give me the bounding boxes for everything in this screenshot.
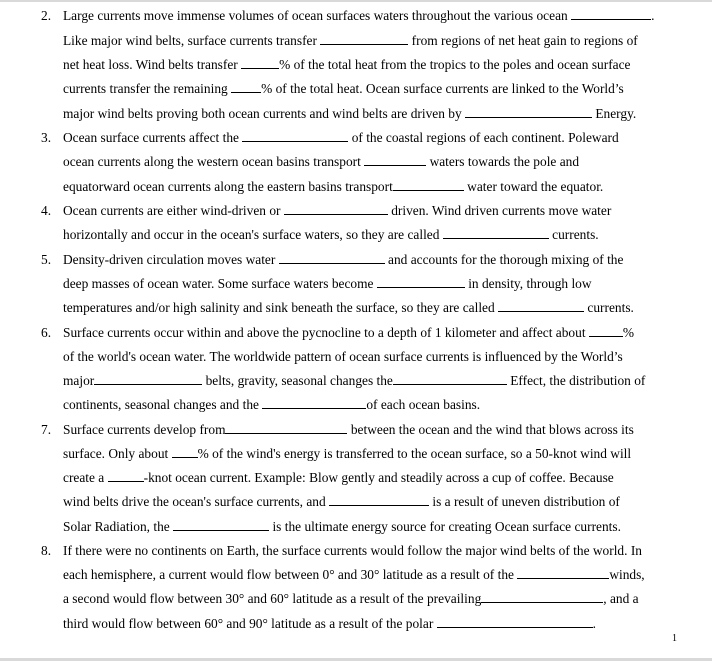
question-6-line-1: [63, 325, 634, 341]
question-4-line-2: [63, 227, 599, 243]
question-8-line-3: [63, 591, 639, 607]
question-7-line-2: [63, 446, 631, 462]
question-text: deep masses of ocean water. Some surface waters become: [63, 276, 374, 291]
question-7-line-1: [63, 422, 634, 438]
question-text: wind belts drive the ocean's surface currents, and: [63, 494, 326, 509]
answer-blank[interactable]: [173, 519, 269, 531]
question-6-line-3: [63, 373, 645, 389]
question-text: % of the wind's energy is transferred to the ocean surface, so a 50-knot wind will: [197, 446, 632, 461]
question-number: 8.: [41, 543, 52, 558]
question-text: major wind belts proving both ocean currents and wind belts are driven by: [63, 106, 462, 121]
question-text: winds,: [609, 567, 645, 582]
question-text: each hemisphere, a current would flow between 0° and 30° latitude as a result of the: [63, 567, 514, 582]
question-text: net heat loss. Wind belts transfer: [63, 57, 238, 72]
question-text: create a: [63, 470, 105, 485]
question-8-line-1: [63, 543, 642, 559]
question-text: Density-driven circulation moves water: [63, 252, 276, 267]
answer-blank[interactable]: [443, 227, 549, 239]
question-text: If there were no continents on Earth, the surface currents would follow the major wind belts of the world. In: [63, 543, 642, 558]
question-text: Solar Radiation, the: [63, 519, 170, 534]
question-text: Surface currents develop from: [63, 422, 226, 437]
question-text: of the coastal regions of each continent. Poleward: [351, 130, 619, 145]
question-2-line-3: [63, 57, 630, 73]
question-5-line-1: [63, 252, 623, 268]
answer-blank[interactable]: [465, 106, 592, 118]
answer-blank[interactable]: [498, 300, 584, 312]
answer-blank[interactable]: [279, 252, 385, 264]
question-5-line-2: [63, 276, 592, 292]
answer-blank[interactable]: [108, 470, 144, 482]
question-3-line-3: [63, 179, 603, 195]
question-text: waters towards the pole and: [429, 154, 580, 169]
question-text: %: [622, 325, 635, 340]
question-7-line-3: [63, 470, 614, 486]
question-text: of each ocean basins.: [366, 397, 481, 412]
question-text: a second would flow between 30° and 60° latitude as a result of the prevailing: [63, 591, 482, 606]
question-5-line-3: [63, 300, 634, 316]
question-text: Effect, the distribution of: [510, 373, 646, 388]
answer-blank[interactable]: [571, 8, 651, 20]
answer-blank[interactable]: [94, 373, 202, 385]
answer-blank[interactable]: [225, 422, 347, 434]
question-text: % of the total heat from the tropics to the poles and ocean surface: [279, 57, 631, 72]
question-text: Ocean surface currents affect the: [63, 130, 239, 145]
question-8-line-4: [63, 616, 596, 632]
answer-blank[interactable]: [517, 567, 609, 579]
question-7-line-4: [63, 494, 620, 510]
question-text: driven. Wind driven currents move water: [391, 203, 612, 218]
question-text: major: [63, 373, 95, 388]
question-text: .: [651, 8, 655, 23]
question-number: 3.: [41, 130, 52, 145]
question-text: Large currents move immense volumes of ocean surfaces waters throughout the various ocean: [63, 8, 568, 23]
question-text: continents, seasonal changes and the: [63, 397, 259, 412]
question-number: 4.: [41, 203, 52, 218]
question-number: 5.: [41, 252, 52, 267]
question-text: horizontally and occur in the ocean's surface waters, so they are called: [63, 227, 440, 242]
question-text: , and a: [603, 591, 639, 606]
answer-blank[interactable]: [172, 446, 198, 458]
question-text: in density, through low: [468, 276, 592, 291]
question-text: of the world's ocean water. The worldwide pattern of ocean surface currents is influenced by the World’s: [63, 349, 623, 364]
answer-blank[interactable]: [377, 276, 465, 288]
answer-blank[interactable]: [329, 494, 429, 506]
question-text: currents.: [552, 227, 599, 242]
question-8-line-2: [63, 567, 645, 583]
answer-blank[interactable]: [231, 81, 261, 93]
answer-blank[interactable]: [481, 591, 603, 603]
question-3-line-1: [63, 130, 619, 146]
question-6-line-4: [63, 397, 480, 413]
answer-blank[interactable]: [393, 373, 507, 385]
question-4-line-1: [63, 203, 611, 219]
question-text: Surface currents occur within and above the pycnocline to a depth of 1 kilometer and affect about: [63, 325, 586, 340]
question-text: currents.: [587, 300, 634, 315]
question-text: from regions of net heat gain to regions of: [411, 33, 638, 48]
question-text: ocean currents along the western ocean basins transport: [63, 154, 361, 169]
question-text: .: [592, 616, 597, 631]
question-text: and accounts for the thorough mixing of the: [388, 252, 624, 267]
question-2-line-2: [63, 33, 638, 49]
page-number: 1: [672, 633, 677, 644]
question-2-line-5: [63, 106, 636, 122]
answer-blank[interactable]: [364, 154, 426, 166]
question-number: 7.: [41, 422, 52, 437]
question-text: is a result of uneven distribution of: [432, 494, 620, 509]
answer-blank[interactable]: [589, 325, 623, 337]
answer-blank[interactable]: [393, 179, 464, 191]
question-text: belts, gravity, seasonal changes the: [205, 373, 393, 388]
question-text: Energy.: [595, 106, 637, 121]
question-text: equatorward ocean currents along the eastern basins transport: [63, 179, 393, 194]
question-text: surface. Only about: [63, 446, 169, 461]
question-number: 2.: [41, 8, 52, 23]
answer-blank[interactable]: [241, 57, 279, 69]
answer-blank[interactable]: [242, 130, 348, 142]
question-6-line-2: [63, 349, 623, 365]
question-text: temperatures and/or high salinity and sink beneath the surface, so they are called: [63, 300, 495, 315]
answer-blank[interactable]: [262, 397, 366, 409]
question-2-line-1: [63, 8, 654, 24]
question-2-line-4: [63, 81, 624, 97]
answer-blank[interactable]: [437, 616, 593, 628]
question-text: -knot ocean current. Example: Blow gently and steadily across a cup of coffee. Because: [143, 470, 614, 485]
answer-blank[interactable]: [284, 203, 388, 215]
question-text: between the ocean and the wind that blows across its: [350, 422, 634, 437]
question-text: Ocean currents are either wind-driven or: [63, 203, 281, 218]
question-number: 6.: [41, 325, 52, 340]
answer-blank[interactable]: [320, 33, 408, 45]
question-text: currents transfer the remaining: [63, 81, 228, 96]
question-text: Like major wind belts, surface currents transfer: [63, 33, 317, 48]
question-text: third would flow between 60° and 90° latitude as a result of the polar: [63, 616, 434, 631]
question-7-line-5: [63, 519, 621, 535]
question-text: water toward the equator.: [467, 179, 604, 194]
question-text: % of the total heat. Ocean surface currents are linked to the World’s: [261, 81, 624, 96]
question-text: is the ultimate energy source for creating Ocean surface currents.: [272, 519, 621, 534]
question-3-line-2: [63, 154, 579, 170]
